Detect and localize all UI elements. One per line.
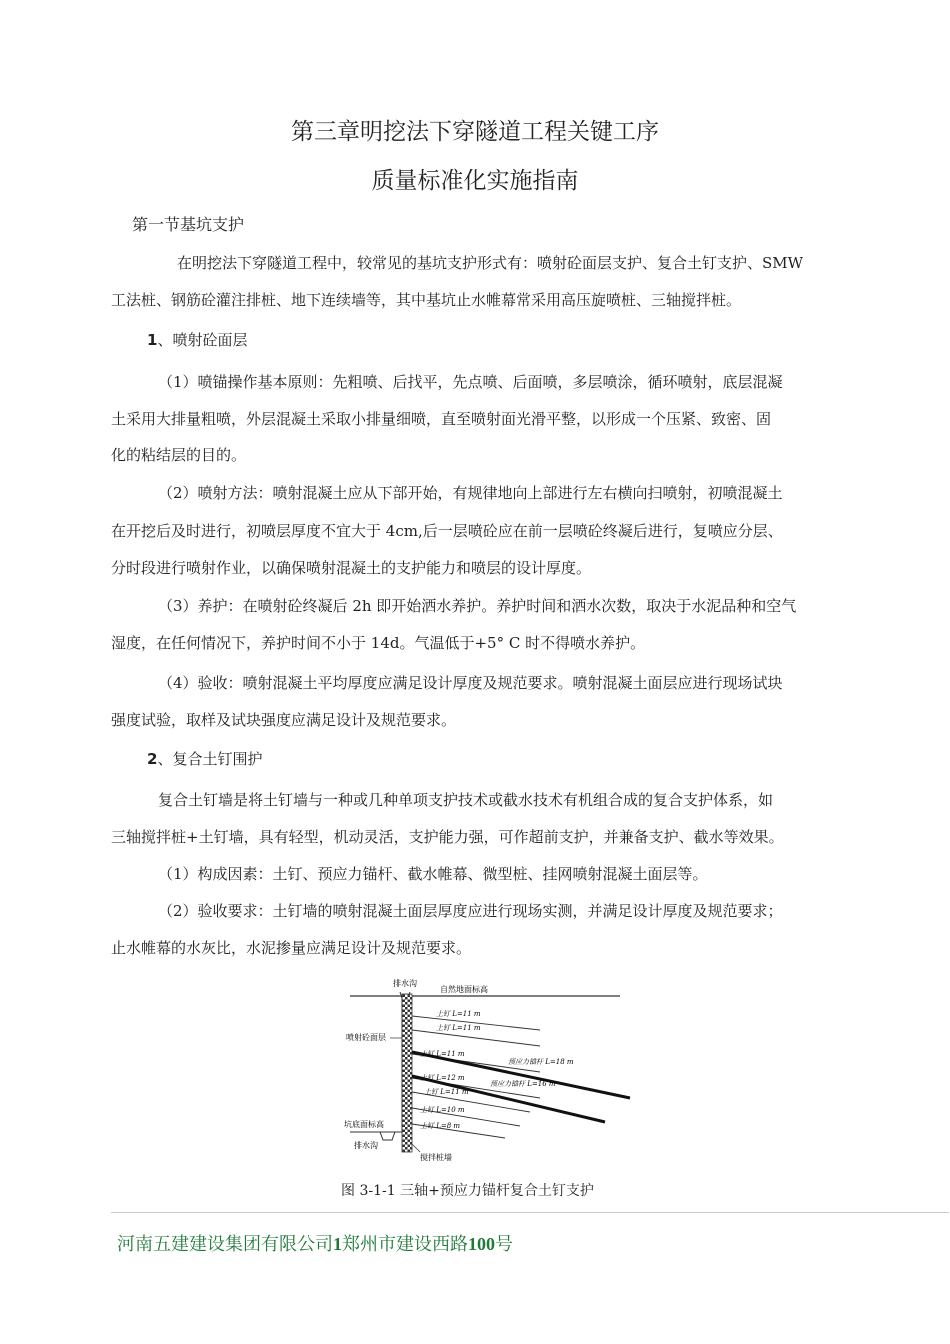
item4-line2: 强度试验，取样及试块强度应满足设计及规范要求。 (111, 711, 457, 729)
footer-divider (111, 1212, 949, 1213)
support-section-figure (340, 972, 640, 1168)
item3-line1: （3）养护：在喷射砼终凝后 2h 即开始洒水养护。养护时间和洒水次数，取决于水泥品种和空气 (158, 597, 797, 615)
label-nail4: 土钉 L=12 m (420, 1074, 465, 1082)
label-nail2: 土钉 L=11 m (436, 1024, 481, 1032)
sub2-item1: （1）构成因素：土钉、预应力锚杆、截水帷幕、微型桩、挂网喷射混凝土面层等。 (158, 865, 708, 883)
sub2-item2-line1: （2）验收要求：土钉墙的喷射混凝土面层厚度应进行现场实测，并满足设计厚度及规范要求； (158, 902, 783, 920)
item1-line1: （1）喷锚操作基本原则：先粗喷、后找平，先点喷、后面喷，多层喷涂，循环喷射，底层混凝 (158, 373, 783, 391)
label-pit-bottom: 坑底面标高 (344, 1120, 384, 1129)
subheading-2-title: 、复合土钉围护 (157, 750, 263, 768)
item4-line1: （4）验收：喷射混凝土平均厚度应满足设计厚度及规范要求。喷射混凝土面层应进行现场试块 (158, 674, 783, 692)
leader-mixing-wall (412, 1144, 420, 1152)
sub2-intro-line2: 三轴搅拌桩+土钉墙，具有轻型，机动灵活，支护能力强，可作超前支护，并兼备支护、截水等效果。 (111, 828, 784, 846)
page-title-line1: 第三章明挖法下穿隧道工程关键工序 (291, 119, 659, 145)
label-drain-bottom: 排水沟 (354, 1141, 378, 1150)
page-title-line2: 质量标准化实施指南 (371, 168, 579, 194)
figure-caption: 图 3-1-1 三轴+预应力锚杆复合土钉支护 (341, 1183, 594, 1199)
section-heading: 第一节基坑支护 (132, 215, 245, 234)
subheading-2-number: 2 (147, 750, 158, 768)
subheading-1-title: 、喷射砼面层 (157, 331, 248, 349)
intro-line1: 在明挖法下穿隧道工程中，较常见的基坑支护形式有：喷射砼面层支护、复合土钉支护、SMW (177, 254, 804, 272)
item2-line3: 分时段进行喷射作业，以确保喷射混凝土的支护能力和喷层的设计厚度。 (111, 559, 592, 577)
subheading-2 (147, 748, 262, 769)
footer-text (117, 1230, 513, 1256)
footer-addr: 郑州市建设西路 (342, 1234, 468, 1255)
item3-line2: 湿度，在任何情况下，养护时间不小于 14d。气温低于+5° C 时不得喷水养护。 (111, 634, 646, 652)
item2-line2: 在开挖后及时进行，初喷层厚度不宜大于 4cm,后一层喷砼应在前一层喷砼终凝后进行，复喷应分层、 (111, 522, 783, 540)
label-nail3: 土钉 L=11 m (420, 1050, 465, 1058)
footer-suffix: 号 (495, 1234, 513, 1255)
label-mixing-wall: 搅拌桩墙 (420, 1153, 452, 1162)
item1-line2: 土采用大排量粗喷，外层混凝土采取小排量细喷，直至喷射面光滑平整，以形成一个压紧、致密、固 (111, 410, 772, 428)
intro-line2: 工法桩、钢筋砼灌注排桩、地下连续墙等，其中基坑止水帷幕常采用高压旋喷桩、三轴搅拌桩。 (111, 291, 742, 309)
footer-company: 河南五建建设集团有限公司 (117, 1234, 333, 1255)
label-anchor1: 预应力锚杆 L=18 m (508, 1058, 574, 1066)
label-drain-top: 排水沟 (393, 979, 417, 988)
footer-num2: 100 (468, 1234, 495, 1254)
label-nail5: 土钉 L=11 m (424, 1088, 469, 1096)
bottom-drain-ditch (380, 1132, 395, 1140)
item1-line3: 化的粘结层的目的。 (111, 446, 247, 464)
mixing-pile-wall (402, 994, 412, 1152)
subheading-1-number: 1 (147, 331, 158, 349)
item2-line1: （2）喷射方法：喷射混凝土应从下部开始，有规律地向上部进行左右横向扫喷射，初喷混凝土 (158, 484, 783, 502)
sub2-intro-line1: 复合土钉墙是将土钉墙与一种或几种单项支护技术或截水技术有机组合成的复合支护体系，如 (158, 791, 774, 809)
label-anchor2: 预应力锚杆 L=16 m (490, 1080, 556, 1088)
nail-line-2 (412, 1030, 540, 1046)
footer-num1: 1 (333, 1234, 342, 1254)
label-nail1: 土钉 L=11 m (436, 1010, 481, 1018)
label-ground: 自然地面标高 (440, 985, 488, 994)
sub2-item2-line2: 止水帷幕的水灰比，水泥掺量应满足设计及规范要求。 (111, 939, 472, 957)
label-nail6: 土钉 L=10 m (420, 1106, 465, 1114)
label-shotcrete: 喷射砼面层 (346, 1033, 386, 1042)
subheading-1 (147, 329, 247, 350)
label-nail7: 土钉 L=8 m (420, 1122, 461, 1130)
